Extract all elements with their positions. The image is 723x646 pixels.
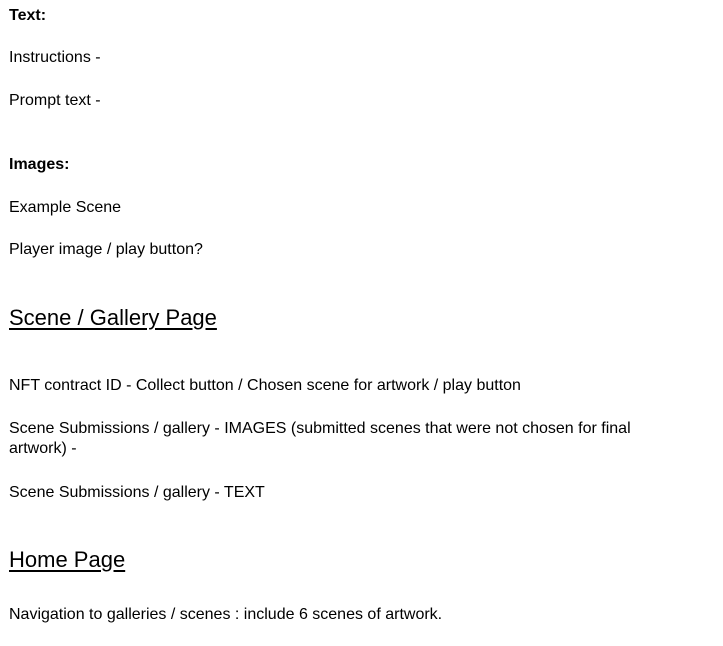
text-section-label: Text: [9, 7, 47, 24]
home-page-heading: Home Page [9, 547, 126, 572]
navigation-item: Navigation to galleries / scenes : include 6 scenes of artwork. [9, 606, 443, 623]
scene-submissions-images-item: Scene Submissions / gallery - IMAGES (submitted scenes that were not chosen for final artwork) - [9, 420, 631, 457]
scene-submissions-text-item: Scene Submissions / gallery - TEXT [9, 484, 265, 501]
images-section-label: Images: [9, 156, 70, 173]
nft-contract-item: NFT contract ID - Collect button / Chosen scene for artwork / play button [9, 377, 521, 394]
prompt-text-item: Prompt text - [9, 92, 101, 109]
example-scene-item: Example Scene [9, 199, 122, 216]
scene-gallery-heading: Scene / Gallery Page [9, 305, 217, 330]
instructions-item: Instructions - [9, 49, 101, 66]
player-image-item: Player image / play button? [9, 241, 203, 258]
